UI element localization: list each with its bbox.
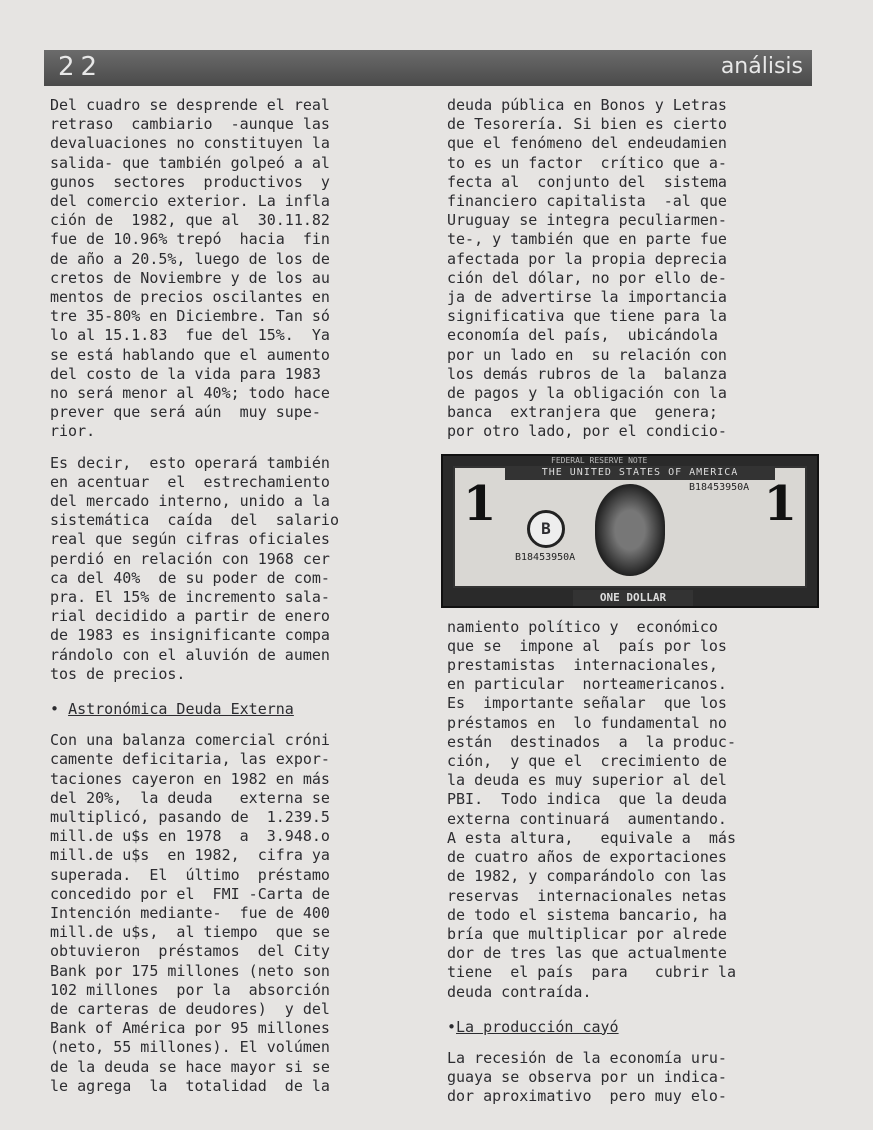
- dollar-banknote-image: [441, 454, 819, 608]
- text-line: economía del país, ubicándola: [447, 326, 718, 345]
- text-line: tos de precios.: [50, 664, 186, 683]
- banknote-denomination-left: 1: [463, 475, 497, 532]
- text-line: no será menor al 40%; todo hace: [50, 384, 330, 403]
- text-line: externa continuará aumentando.: [447, 809, 727, 828]
- banknote-top-label: FEDERAL RESERVE NOTE: [551, 455, 648, 465]
- text-line: taciones cayeron en 1982 en más: [50, 769, 330, 788]
- banknote-denomination-right: 1: [763, 475, 797, 532]
- text-line: real que según cifras oficiales: [50, 530, 330, 549]
- text-line: mill.de u$s en 1982, cifra ya: [50, 846, 330, 865]
- text-line: que el fenómeno del endeudamien: [447, 134, 727, 153]
- section-label: análisis: [720, 54, 803, 79]
- text-line: Es importante señalar que los: [447, 694, 727, 713]
- text-line: mill.de u$s, al tiempo que se: [50, 923, 330, 942]
- text-line: Uruguay se integra peculiarmen-: [447, 211, 727, 230]
- text-line: Con una balanza comercial cróni: [50, 731, 330, 750]
- text-line: de 1983 es insignificante compa: [50, 626, 330, 645]
- text-line: camente deficitaria, las expor-: [50, 750, 330, 769]
- left-paragraph-2: [50, 454, 412, 684]
- text-line: te-, y también que en parte fue: [447, 230, 727, 249]
- text-line: La recesión de la economía uru-: [447, 1048, 727, 1067]
- banknote-title: THE UNITED STATES OF AMERICA: [505, 466, 775, 480]
- text-line: (neto, 55 millones). El volúmen: [50, 1038, 330, 1057]
- right-paragraph-3: [447, 1049, 817, 1107]
- header-bar: [44, 50, 812, 86]
- text-line: afectada por la propia deprecia: [447, 249, 727, 268]
- text-line: de carteras de deudores) y del: [50, 999, 330, 1018]
- text-line: devaluaciones no constituyen la: [50, 134, 330, 153]
- text-line: namiento político y económico: [447, 617, 718, 636]
- text-line: en particular norteamericanos.: [447, 675, 727, 694]
- text-line: están destinados a la produc-: [447, 732, 736, 751]
- text-line: retraso cambiario -aunque las: [50, 115, 330, 134]
- banknote-bottom-label: ONE DOLLAR: [573, 590, 693, 606]
- text-line: tre 35-80% en Diciembre. Tan só: [50, 307, 330, 326]
- text-line: 102 millones por la absorción: [50, 980, 330, 999]
- subhead-deuda-text: Astronómica Deuda Externa: [68, 700, 294, 719]
- text-line: de la deuda se hace mayor si se: [50, 1057, 330, 1076]
- text-line: tiene el país para cubrir la: [447, 963, 736, 982]
- right-paragraph-2: [447, 618, 817, 1002]
- text-line: ja de advertirse la importancia: [447, 288, 727, 307]
- text-line: bría que multiplicar por alrede: [447, 924, 727, 943]
- left-paragraph-1: [50, 96, 412, 442]
- text-line: Del cuadro se desprende el real: [50, 96, 330, 114]
- text-line: ción de 1982, que al 30.11.82: [50, 211, 330, 230]
- text-line: de 1982, y comparándolo con las: [447, 867, 727, 886]
- text-line: en acentuar el estrechamiento: [50, 472, 330, 491]
- text-line: rándolo con el aluvión de aumen: [50, 645, 330, 664]
- text-line: cretos de Noviembre y de los au: [50, 268, 330, 287]
- text-line: obtuvieron préstamos del City: [50, 942, 330, 961]
- text-line: mill.de u$s en 1978 a 3.948.o: [50, 827, 330, 846]
- text-line: mentos de precios oscilantes en: [50, 288, 330, 307]
- text-line: deuda pública en Bonos y Letras: [447, 96, 727, 114]
- text-line: reservas internacionales netas: [447, 886, 727, 905]
- text-line: ción del dólar, no por ello de-: [447, 268, 727, 287]
- text-line: préstamos en lo fundamental no: [447, 713, 727, 732]
- banknote-seal: B: [527, 510, 565, 548]
- text-line: del comercio exterior. La infla: [50, 192, 330, 211]
- text-line: significativa que tiene para la: [447, 307, 727, 326]
- text-line: dor aproximativo pero muy elo-: [447, 1087, 727, 1106]
- text-line: prever que será aún muy supe-: [50, 403, 321, 422]
- text-line: se está hablando que el aumento: [50, 345, 330, 364]
- washington-portrait: [595, 484, 665, 576]
- text-line: deuda contraída.: [447, 982, 592, 1001]
- text-line: Bank por 175 millones (neto son: [50, 961, 330, 980]
- text-line: banca extranjera que genera;: [447, 403, 718, 422]
- text-line: fue de 10.96% trepó hacia fin: [50, 230, 330, 249]
- text-line: por un lado en su relación con: [447, 345, 727, 364]
- text-line: PBI. Todo indica que la deuda: [447, 790, 727, 809]
- text-line: Intención mediante- fue de 400: [50, 903, 330, 922]
- text-line: ción, y que el crecimiento de: [447, 752, 727, 771]
- text-line: ca del 40% de su poder de com-: [50, 568, 330, 587]
- text-line: le agrega la totalidad de la: [50, 1076, 330, 1095]
- text-line: prestamistas internacionales,: [447, 656, 718, 675]
- text-line: Es decir, esto operará también: [50, 453, 330, 472]
- left-column: [50, 96, 412, 1096]
- text-line: financiero capitalista -al que: [447, 192, 727, 211]
- text-line: concedido por el FMI -Carta de: [50, 884, 330, 903]
- right-paragraph-1: [447, 96, 817, 442]
- text-line: multiplicó, pasando de 1.239.5: [50, 807, 330, 826]
- text-line: de pagos y la obligación con la: [447, 384, 727, 403]
- text-line: de año a 20.5%, luego de los de: [50, 249, 330, 268]
- text-line: salida- que también golpeó a al: [50, 153, 330, 172]
- text-line: de todo el sistema bancario, ha: [447, 905, 727, 924]
- text-line: del mercado interno, unido a la: [50, 492, 330, 511]
- text-line: los demás rubros de la balanza: [447, 364, 727, 383]
- banknote-serial-left: B18453950A: [515, 551, 576, 563]
- text-line: dor de tres las que actualmente: [447, 944, 727, 963]
- subhead-produccion: •La producción cayó: [447, 1017, 619, 1036]
- banknote-face: [453, 455, 807, 588]
- text-line: la deuda es muy superior al del: [447, 771, 727, 790]
- text-line: lo al 15.1.83 fue del 15%. Ya: [50, 326, 330, 345]
- text-line: rior.: [50, 422, 96, 441]
- text-line: guaya se observa por un indica-: [447, 1067, 727, 1086]
- text-line: Bank of América por 95 millones: [50, 1019, 330, 1038]
- text-line: pra. El 15% de incremento sala-: [50, 588, 330, 607]
- text-line: perdió en relación con 1968 cer: [50, 549, 330, 568]
- text-line: del 20%, la deuda externa se: [50, 788, 330, 807]
- text-line: que se impone al país por los: [447, 636, 727, 655]
- subhead-deuda: • Astronómica Deuda Externa: [50, 700, 294, 719]
- text-line: superada. El último préstamo: [50, 865, 330, 884]
- page-number: 22: [58, 52, 104, 82]
- banknote-serial-right: B18453950A: [689, 481, 750, 493]
- text-line: por otro lado, por el condicio-: [447, 422, 727, 441]
- text-line: gunos sectores productivos y: [50, 172, 330, 191]
- left-paragraph-3: [50, 731, 412, 1096]
- text-line: fecta al conjunto del sistema: [447, 172, 727, 191]
- text-line: sistemática caída del salario: [50, 511, 339, 530]
- text-line: to es un factor crítico que a-: [447, 153, 727, 172]
- text-line: de cuatro años de exportaciones: [447, 848, 727, 867]
- subhead-produccion-text: La producción cayó: [456, 1017, 619, 1036]
- text-line: de Tesorería. Si bien es cierto: [447, 115, 727, 134]
- text-line: del costo de la vida para 1983: [50, 364, 321, 383]
- right-column: [447, 96, 817, 1106]
- text-line: A esta altura, equivale a más: [447, 828, 736, 847]
- text-line: rial decidido a partir de enero: [50, 607, 330, 626]
